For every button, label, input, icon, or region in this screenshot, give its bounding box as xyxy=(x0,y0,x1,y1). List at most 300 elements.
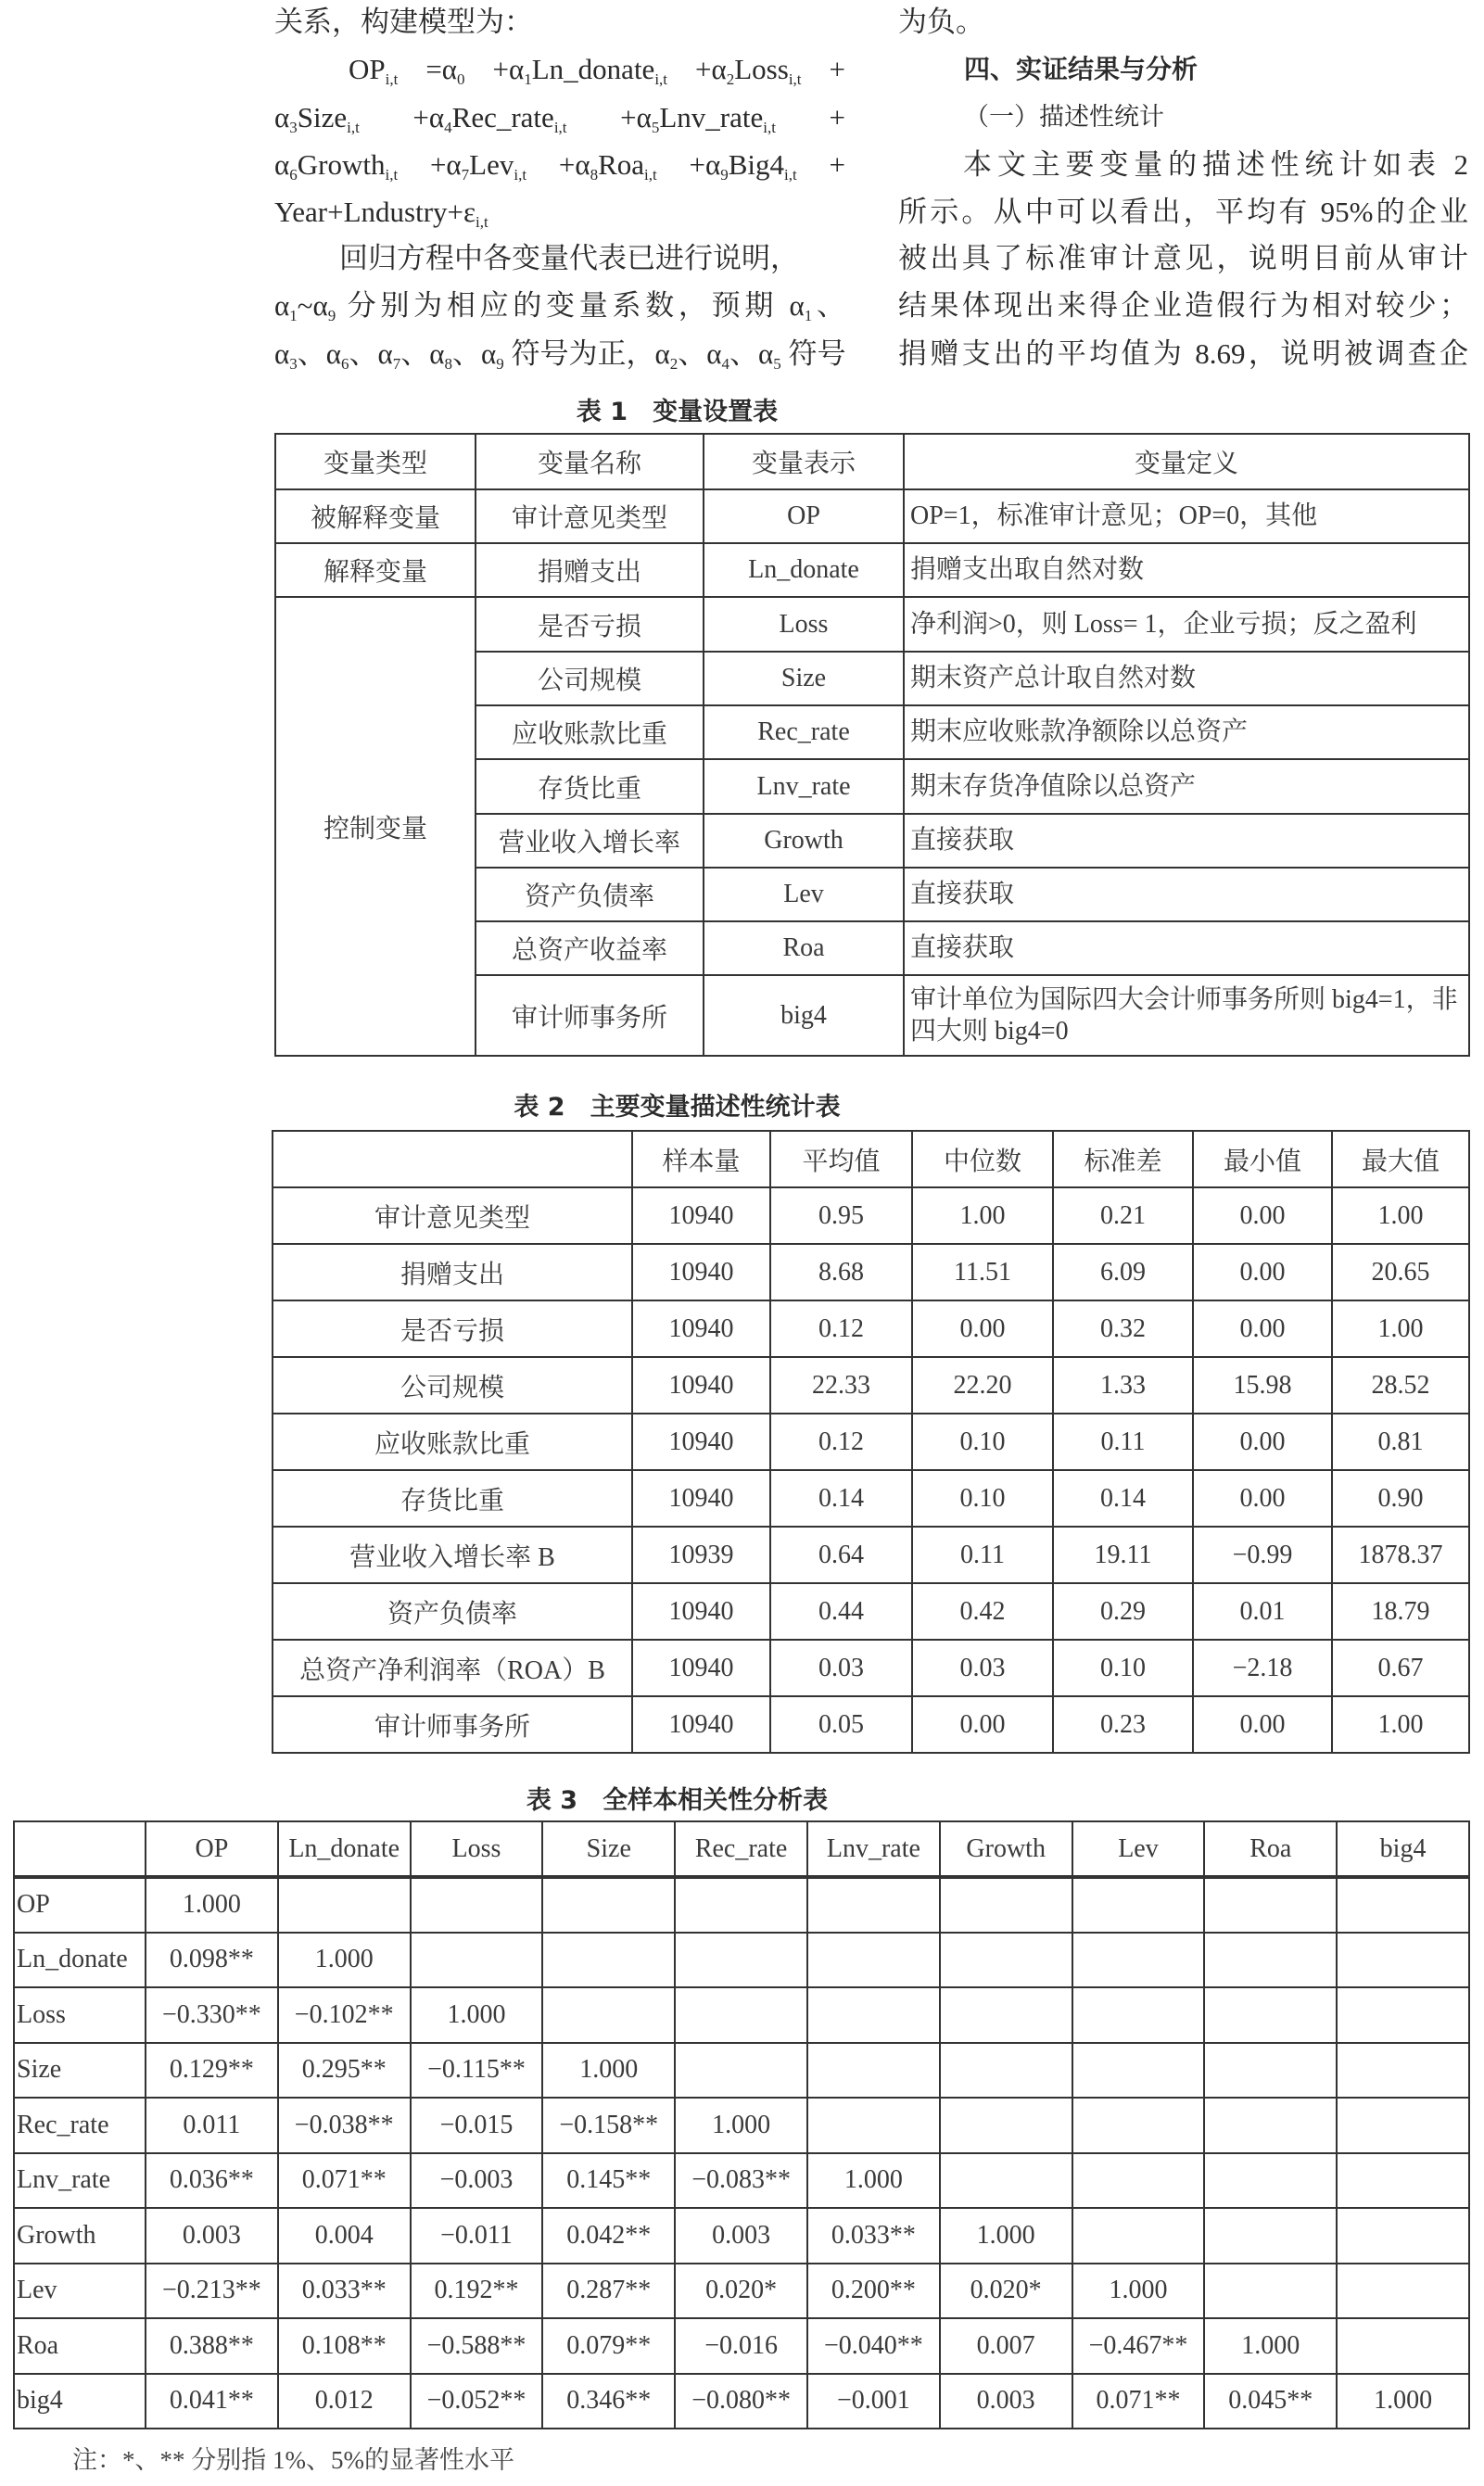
correlation-cell xyxy=(675,1877,807,1933)
variable-name: 审计意见类型 xyxy=(476,489,704,543)
correlation-cell: −0.467** xyxy=(1072,2318,1205,2374)
correlation-cell: 0.045** xyxy=(1204,2374,1337,2429)
subscript: i,t xyxy=(385,166,399,184)
correlation-cell: 0.041** xyxy=(146,2374,278,2429)
table-cell: 15.98 xyxy=(1193,1357,1332,1414)
table-cell: 1.00 xyxy=(1332,1187,1469,1244)
variable-definition: 期末存货净值除以总资产 xyxy=(904,759,1469,814)
table-cell: 22.33 xyxy=(770,1357,912,1414)
table-cell: 1.00 xyxy=(912,1187,1053,1244)
correlation-cell: 1.000 xyxy=(411,1987,543,2043)
correlation-cell: 0.108** xyxy=(278,2318,411,2374)
row-label: Loss xyxy=(14,1987,146,2043)
variable-name: 公司规模 xyxy=(476,652,704,705)
correlation-cell xyxy=(807,2043,940,2099)
row-label: Growth xyxy=(14,2208,146,2264)
subscript: i,t xyxy=(644,166,657,184)
correlation-cell xyxy=(940,1987,1072,2043)
text-segment: Roa xyxy=(598,148,645,181)
row-label: 资产负债率 xyxy=(273,1583,632,1640)
table-row xyxy=(273,1414,1469,1470)
subscript: 2 xyxy=(669,355,679,373)
table-cell: 0.21 xyxy=(1053,1187,1193,1244)
column-header: Lnv_rate xyxy=(807,1821,940,1877)
text-segment: Lnv_rate xyxy=(659,101,764,133)
subscript: 3 xyxy=(289,355,298,373)
table-row xyxy=(273,1583,1469,1640)
row-label: 是否亏损 xyxy=(273,1300,632,1357)
row-label: 总资产净利润率（ROA）B xyxy=(273,1640,632,1696)
table-cell: 1.00 xyxy=(1332,1696,1469,1753)
text-segment: =α xyxy=(398,53,458,85)
text-segment: 、α xyxy=(400,337,445,370)
correlation-cell xyxy=(940,1933,1072,1988)
text-segment: +α xyxy=(464,53,525,85)
text-segment: α xyxy=(274,289,290,322)
variable-definition: 直接获取 xyxy=(904,814,1469,868)
correlation-cell: 0.004 xyxy=(278,2208,411,2264)
text-segment: Year+Lndustry+ε xyxy=(274,196,476,228)
correlation-cell xyxy=(807,1987,940,2043)
subscript: 9 xyxy=(327,307,336,324)
correlation-cell xyxy=(1337,2153,1469,2209)
correlation-cell: 0.042** xyxy=(542,2208,675,2264)
table-row xyxy=(14,2374,1469,2429)
variable-definition: 期末资产总计取自然对数 xyxy=(904,652,1469,705)
table-cell: 0.00 xyxy=(1193,1244,1332,1300)
correlation-cell: 1.000 xyxy=(1204,2318,1337,2374)
variable-definition: 直接获取 xyxy=(904,921,1469,975)
text-segment: 符号为正，α xyxy=(503,337,670,370)
variable-symbol: Ln_donate xyxy=(704,543,904,597)
column-header: OP xyxy=(146,1821,278,1877)
section-heading: 四、实证结果与分析 xyxy=(964,54,1199,84)
table-header-row xyxy=(273,1131,1469,1187)
correlation-cell: 0.033** xyxy=(807,2208,940,2264)
text-segment: +α xyxy=(398,148,462,181)
correlation-cell xyxy=(675,1933,807,1988)
table-cell: 0.00 xyxy=(912,1696,1053,1753)
column-header: big4 xyxy=(1337,1821,1469,1877)
table-cell: 0.23 xyxy=(1053,1696,1193,1753)
paragraph-line xyxy=(274,287,845,324)
variable-name: 审计师事务所 xyxy=(476,975,704,1056)
correlation-cell: −0.011 xyxy=(411,2208,543,2264)
variable-symbol: Growth xyxy=(704,814,904,868)
correlation-cell xyxy=(1337,2208,1469,2264)
correlation-cell xyxy=(940,1877,1072,1933)
table-row xyxy=(275,597,1469,652)
table-row xyxy=(14,2264,1469,2319)
table-cell: 0.03 xyxy=(770,1640,912,1696)
row-label: Rec_rate xyxy=(14,2098,146,2153)
row-label: Roa xyxy=(14,2318,146,2374)
correlation-cell xyxy=(1072,1987,1205,2043)
text-segment: α xyxy=(274,148,290,181)
correlation-cell: −0.052** xyxy=(411,2374,543,2429)
table-row xyxy=(275,543,1469,597)
table-cell: 28.52 xyxy=(1332,1357,1469,1414)
correlation-cell xyxy=(1337,1987,1469,2043)
column-header: Growth xyxy=(940,1821,1072,1877)
subscript: 0 xyxy=(457,70,465,88)
text-segment: 符号 xyxy=(780,337,846,370)
subscript: 2 xyxy=(726,70,735,88)
correlation-cell: −0.102** xyxy=(278,1987,411,2043)
table-cell: 0.29 xyxy=(1053,1583,1193,1640)
subscript: 6 xyxy=(289,166,298,184)
subscript: i,t xyxy=(654,70,668,88)
text-segment: 关系，构建模型为： xyxy=(274,6,533,38)
correlation-cell xyxy=(1337,2043,1469,2099)
table-cell: 0.14 xyxy=(1053,1470,1193,1527)
correlation-cell xyxy=(940,2153,1072,2209)
table-cell: 0.00 xyxy=(1193,1187,1332,1244)
correlation-cell: 0.145** xyxy=(542,2153,675,2209)
subscript: 7 xyxy=(392,355,401,373)
correlation-cell: −0.080** xyxy=(675,2374,807,2429)
table-cell: 8.68 xyxy=(770,1244,912,1300)
table-cell: 10940 xyxy=(632,1357,770,1414)
correlation-cell: 0.012 xyxy=(278,2374,411,2429)
subscript: 4 xyxy=(721,355,729,373)
table-cell: 10940 xyxy=(632,1244,770,1300)
correlation-cell xyxy=(1204,2098,1337,2153)
correlation-table xyxy=(13,1820,1470,2429)
table-cell: 11.51 xyxy=(912,1244,1053,1300)
correlation-cell: −0.038** xyxy=(278,2098,411,2153)
table-header-row xyxy=(14,1821,1469,1877)
table3-note: 注：*、** 分别指 1%、5%的显著性水平 xyxy=(72,2446,514,2474)
correlation-cell: −0.213** xyxy=(146,2264,278,2319)
row-label: big4 xyxy=(14,2374,146,2429)
variable-definition: 直接获取 xyxy=(904,868,1469,921)
table-row xyxy=(14,2153,1469,2209)
subscript: i,t xyxy=(553,119,567,136)
table-row xyxy=(273,1696,1469,1753)
variable-name: 捐赠支出 xyxy=(476,543,704,597)
table-cell: 0.81 xyxy=(1332,1414,1469,1470)
correlation-cell xyxy=(675,1987,807,2043)
subscript: 3 xyxy=(289,119,298,136)
paragraph-line: 被出具了标准审计意见，说明目前从审计 xyxy=(898,242,1468,274)
table-cell: 0.10 xyxy=(912,1470,1053,1527)
paragraph-line xyxy=(339,240,799,277)
table-cell: 10939 xyxy=(632,1527,770,1583)
column-header: Rec_rate xyxy=(675,1821,807,1877)
paragraph-line xyxy=(274,194,488,231)
table-cell: 0.64 xyxy=(770,1527,912,1583)
variable-type: 控制变量 xyxy=(275,597,476,1056)
descriptive-stats-table xyxy=(272,1130,1470,1754)
variable-symbol: Rec_rate xyxy=(704,705,904,759)
table-cell: 0.90 xyxy=(1332,1470,1469,1527)
correlation-cell: 0.071** xyxy=(278,2153,411,2209)
table-row xyxy=(14,1877,1469,1933)
correlation-cell: −0.040** xyxy=(807,2318,940,2374)
paragraph-line: 捐赠支出的平均值为 8.69，说明被调查企 xyxy=(898,337,1468,370)
table-cell: 0.11 xyxy=(1053,1414,1193,1470)
table-cell: 0.44 xyxy=(770,1583,912,1640)
correlation-cell xyxy=(1337,1877,1469,1933)
text-segment: Rec_rate xyxy=(451,101,554,133)
table-row xyxy=(273,1640,1469,1696)
correlation-cell xyxy=(411,1877,543,1933)
variable-definition: 净利润>0，则 Loss= 1，企业亏损；反之盈利 xyxy=(904,597,1469,652)
variable-definition: OP=1，标准审计意见；OP=0，其他 xyxy=(904,489,1469,543)
correlation-cell xyxy=(542,1877,675,1933)
correlation-cell: −0.588** xyxy=(411,2318,543,2374)
correlation-cell xyxy=(1337,2318,1469,2374)
paragraph-line: 为负。 xyxy=(898,6,984,38)
column-header: Lev xyxy=(1072,1821,1205,1877)
row-label: Ln_donate xyxy=(14,1933,146,1988)
table-cell: 6.09 xyxy=(1053,1244,1193,1300)
row-label: Lnv_rate xyxy=(14,2153,146,2209)
subscript: 8 xyxy=(444,355,452,373)
row-label: 公司规模 xyxy=(273,1357,632,1414)
table-row xyxy=(14,2208,1469,2264)
correlation-cell xyxy=(1072,2043,1205,2099)
correlation-cell: 1.000 xyxy=(1337,2374,1469,2429)
variable-symbol: OP xyxy=(704,489,904,543)
correlation-cell xyxy=(940,2098,1072,2153)
row-label: 应收账款比重 xyxy=(273,1414,632,1470)
correlation-cell: 0.129** xyxy=(146,2043,278,2099)
correlation-cell xyxy=(807,2098,940,2153)
correlation-cell: −0.115** xyxy=(411,2043,543,2099)
correlation-cell xyxy=(278,1877,411,1933)
correlation-cell: 0.003 xyxy=(940,2374,1072,2429)
correlation-cell: −0.001 xyxy=(807,2374,940,2429)
subscript: 1 xyxy=(289,307,298,324)
table-cell: 10940 xyxy=(632,1187,770,1244)
text-segment: +α xyxy=(667,53,727,85)
table-cell: −2.18 xyxy=(1193,1640,1332,1696)
correlation-cell: 0.011 xyxy=(146,2098,278,2153)
table-row xyxy=(273,1244,1469,1300)
correlation-cell: 0.033** xyxy=(278,2264,411,2319)
table-cell: 1.00 xyxy=(1332,1300,1469,1357)
subscript: 5 xyxy=(773,355,781,373)
row-label: 捐赠支出 xyxy=(273,1244,632,1300)
correlation-cell: 0.036** xyxy=(146,2153,278,2209)
subscript: i,t xyxy=(347,119,360,136)
correlation-cell: 1.000 xyxy=(278,1933,411,1988)
text-segment: Ln_donate xyxy=(531,53,655,85)
column-header: Loss xyxy=(411,1821,543,1877)
variable-definition: 审计单位为国际四大会计师事务所则 big4=1，非四大则 big4=0 xyxy=(904,975,1469,1056)
table-cell: 0.01 xyxy=(1193,1583,1332,1640)
row-label: 营业收入增长率 B xyxy=(273,1527,632,1583)
text-segment: OP xyxy=(349,53,386,85)
variable-name: 总资产收益率 xyxy=(476,921,704,975)
row-label: OP xyxy=(14,1877,146,1933)
table-cell: 1.33 xyxy=(1053,1357,1193,1414)
table-cell: 0.05 xyxy=(770,1696,912,1753)
correlation-cell xyxy=(1072,1933,1205,1988)
subscript: i,t xyxy=(476,213,488,231)
correlation-cell: 1.000 xyxy=(542,2043,675,2099)
correlation-cell xyxy=(1204,1933,1337,1988)
table-cell: 0.10 xyxy=(912,1414,1053,1470)
variable-type: 解释变量 xyxy=(275,543,476,597)
text-segment: 、α xyxy=(452,337,497,370)
correlation-cell: 0.020* xyxy=(675,2264,807,2319)
variable-definition: 捐赠支出取自然对数 xyxy=(904,543,1469,597)
subscript: i,t xyxy=(514,166,527,184)
variable-symbol: Size xyxy=(704,652,904,705)
correlation-cell xyxy=(542,1987,675,2043)
correlation-cell: 0.007 xyxy=(940,2318,1072,2374)
table-cell: 10940 xyxy=(632,1583,770,1640)
correlation-cell: 1.000 xyxy=(146,1877,278,1933)
correlation-cell: −0.158** xyxy=(542,2098,675,2153)
correlation-cell: 0.388** xyxy=(146,2318,278,2374)
correlation-cell: 0.192** xyxy=(411,2264,543,2319)
row-label: 审计意见类型 xyxy=(273,1187,632,1244)
variable-name: 存货比重 xyxy=(476,759,704,814)
correlation-cell xyxy=(1204,2153,1337,2209)
subscript: i,t xyxy=(784,166,797,184)
subscript: 5 xyxy=(651,119,660,136)
correlation-cell: 0.200** xyxy=(807,2264,940,2319)
subscript: 9 xyxy=(496,355,504,373)
correlation-cell xyxy=(1204,1877,1337,1933)
correlation-cell xyxy=(1204,2043,1337,2099)
text-segment: 、α xyxy=(349,337,393,370)
variable-name: 是否亏损 xyxy=(476,597,704,652)
correlation-cell: −0.003 xyxy=(411,2153,543,2209)
correlation-cell xyxy=(542,1933,675,1988)
table-cell: 22.20 xyxy=(912,1357,1053,1414)
correlation-cell xyxy=(1072,2153,1205,2209)
subscript: 1 xyxy=(524,70,532,88)
text-segment: + xyxy=(775,101,846,133)
table2-title: 表 2 主要变量描述性统计表 xyxy=(514,1093,841,1122)
table-cell: 0.00 xyxy=(1193,1470,1332,1527)
correlation-cell: −0.016 xyxy=(675,2318,807,2374)
text-segment: 、α xyxy=(678,337,722,370)
table-cell: 0.11 xyxy=(912,1527,1053,1583)
variable-symbol: big4 xyxy=(704,975,904,1056)
correlation-cell: 1.000 xyxy=(807,2153,940,2209)
table-row xyxy=(14,2318,1469,2374)
text-segment: α xyxy=(274,101,290,133)
paragraph-line: 本文主要变量的描述性统计如表 2 xyxy=(963,148,1468,181)
column-header: Ln_donate xyxy=(278,1821,411,1877)
column-header xyxy=(14,1821,146,1877)
subscript: 6 xyxy=(341,355,349,373)
table-row xyxy=(273,1470,1469,1527)
correlation-cell: 1.000 xyxy=(940,2208,1072,2264)
text-segment: Size xyxy=(297,101,348,133)
table-cell: 0.00 xyxy=(1193,1300,1332,1357)
table-cell: 0.12 xyxy=(770,1300,912,1357)
table-cell: 10940 xyxy=(632,1640,770,1696)
text-segment: +α xyxy=(359,101,445,133)
variable-type: 被解释变量 xyxy=(275,489,476,543)
text-segment: Loss xyxy=(734,53,789,85)
text-segment: Growth xyxy=(297,148,386,181)
text-segment: ~α xyxy=(297,289,328,322)
subscript: 1 xyxy=(804,307,813,324)
table-cell: 0.00 xyxy=(1193,1414,1332,1470)
correlation-cell: 0.098** xyxy=(146,1933,278,1988)
table-cell: 0.32 xyxy=(1053,1300,1193,1357)
column-header: 最小值 xyxy=(1193,1131,1332,1187)
table-row xyxy=(14,2098,1469,2153)
correlation-cell: −0.083** xyxy=(675,2153,807,2209)
text-segment: + xyxy=(796,148,845,181)
correlation-cell: 0.003 xyxy=(675,2208,807,2264)
table-cell: 1878.37 xyxy=(1332,1527,1469,1583)
text-segment: 分别为相应的变量系数，预期 α xyxy=(336,289,805,322)
correlation-cell: 0.003 xyxy=(146,2208,278,2264)
table-cell: 10940 xyxy=(632,1300,770,1357)
variable-name: 应收账款比重 xyxy=(476,705,704,759)
table-row xyxy=(14,2043,1469,2099)
text-segment: +α xyxy=(566,101,652,133)
table-row xyxy=(14,1987,1469,2043)
correlation-cell xyxy=(940,2043,1072,2099)
table-cell: 10940 xyxy=(632,1696,770,1753)
column-header: 变量名称 xyxy=(476,434,704,489)
table-cell: 0.00 xyxy=(1193,1696,1332,1753)
table-cell: 0.95 xyxy=(770,1187,912,1244)
paragraph-line xyxy=(274,336,845,373)
correlation-cell xyxy=(807,1933,940,1988)
column-header: 标准差 xyxy=(1053,1131,1193,1187)
column-header: 变量类型 xyxy=(275,434,476,489)
correlation-cell xyxy=(1204,2208,1337,2264)
column-header: 最大值 xyxy=(1332,1131,1469,1187)
text-segment: 、α xyxy=(729,337,774,370)
table1-title: 表 1 变量设置表 xyxy=(576,398,779,426)
paragraph-line: 所示。从中可以看出，平均有 95%的企业 xyxy=(898,196,1468,228)
column-header: Roa xyxy=(1204,1821,1337,1877)
row-label: Size xyxy=(14,2043,146,2099)
subscript: 9 xyxy=(720,166,729,184)
variable-definition: 期末应收账款净额除以总资产 xyxy=(904,705,1469,759)
correlation-cell: 0.079** xyxy=(542,2318,675,2374)
column-header xyxy=(273,1131,632,1187)
column-header: 变量表示 xyxy=(704,434,904,489)
correlation-cell xyxy=(1072,2098,1205,2153)
table-row xyxy=(273,1187,1469,1244)
variable-symbol: Lev xyxy=(704,868,904,921)
table-row xyxy=(273,1357,1469,1414)
correlation-cell: 0.020* xyxy=(940,2264,1072,2319)
table-cell: 19.11 xyxy=(1053,1527,1193,1583)
correlation-cell: 0.346** xyxy=(542,2374,675,2429)
text-segment: Lev xyxy=(469,148,514,181)
subscript: i,t xyxy=(763,119,776,136)
text-segment: 、 xyxy=(812,289,845,322)
table-row xyxy=(273,1300,1469,1357)
subscript: 8 xyxy=(590,166,599,184)
correlation-cell xyxy=(1337,2264,1469,2319)
correlation-cell xyxy=(675,2043,807,2099)
correlation-cell: −0.330** xyxy=(146,1987,278,2043)
subscript: i,t xyxy=(788,70,802,88)
table-cell: 10940 xyxy=(632,1414,770,1470)
column-header: 平均值 xyxy=(770,1131,912,1187)
correlation-cell xyxy=(1204,2264,1337,2319)
variable-name: 资产负债率 xyxy=(476,868,704,921)
variable-settings-table xyxy=(274,433,1470,1057)
table-row xyxy=(273,1527,1469,1583)
